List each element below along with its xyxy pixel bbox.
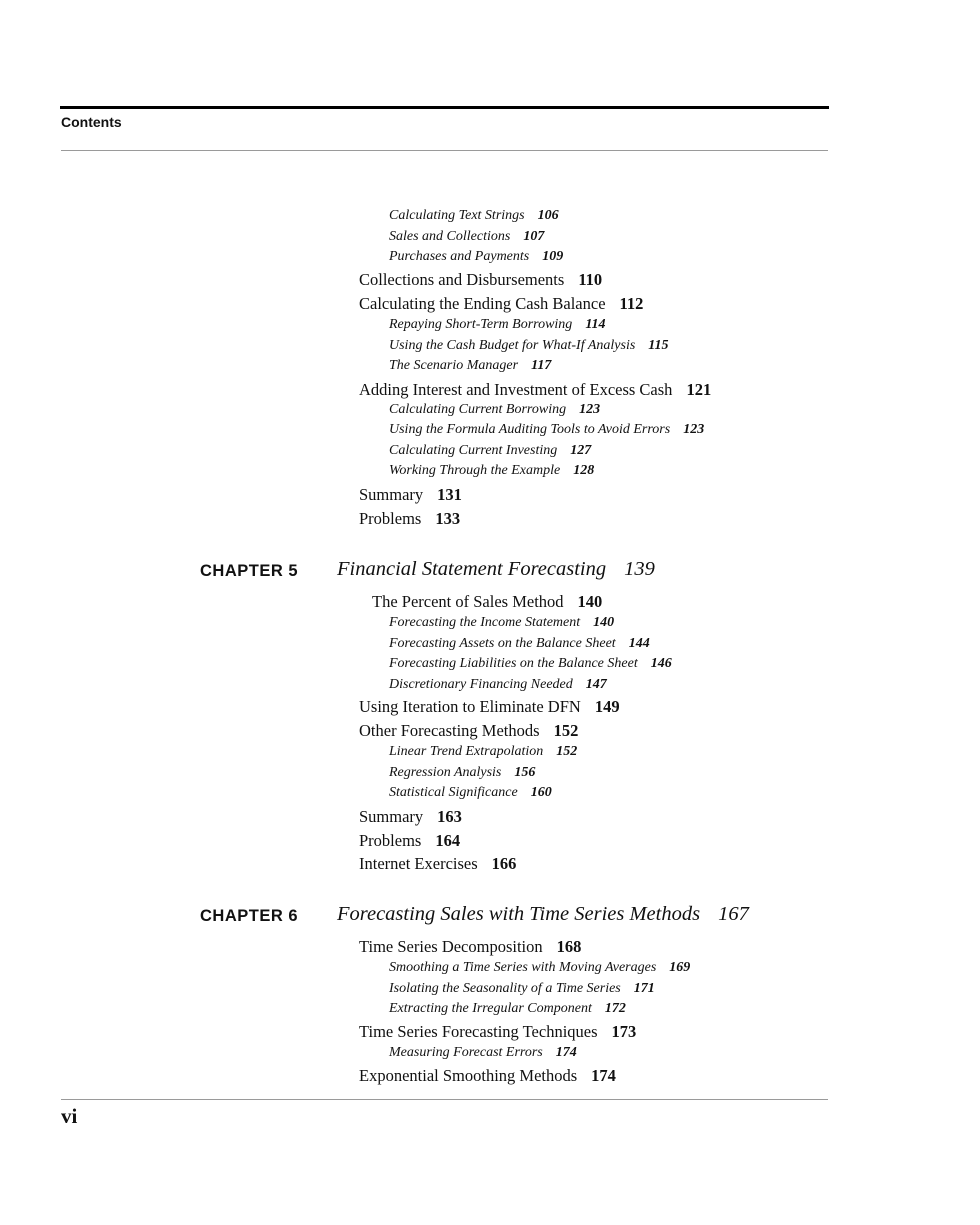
chapter-title-text: Financial Statement Forecasting	[337, 558, 607, 580]
toc-entry	[359, 937, 581, 957]
toc-subentry	[389, 677, 607, 693]
toc-entry	[359, 380, 711, 400]
entry-title: Sales and Collections	[389, 229, 511, 244]
entry-title: The Percent of Sales Method	[372, 592, 564, 611]
entry-title: Isolating the Seasonality of a Time Series	[389, 981, 621, 996]
entry-page: 123	[579, 402, 601, 417]
entry-title: Problems	[359, 831, 422, 850]
entry-page: 169	[669, 960, 691, 975]
entry-title: Summary	[359, 485, 424, 504]
entry-page: 149	[594, 697, 620, 716]
toc-subentry	[389, 1045, 577, 1061]
entry-title: Discretionary Financing Needed	[389, 677, 573, 692]
chapter-title	[337, 903, 749, 926]
toc-entry	[359, 807, 462, 827]
entry-page: 106	[537, 208, 559, 223]
toc-subentry	[389, 358, 551, 374]
page-number: vi	[61, 1104, 78, 1128]
toc-entry	[359, 721, 578, 741]
entry-page: 171	[633, 981, 655, 996]
toc-entry	[359, 294, 643, 314]
toc-subentry	[389, 208, 559, 224]
entry-title: Collections and Disbursements	[359, 270, 565, 289]
toc-subentry	[389, 960, 690, 976]
entry-page: 114	[585, 317, 606, 332]
entry-page: 140	[593, 615, 615, 630]
entry-title: Measuring Forecast Errors	[389, 1045, 543, 1060]
toc-entry	[359, 697, 620, 717]
entry-page: 166	[491, 854, 517, 873]
entry-title: Calculating Current Investing	[389, 443, 558, 458]
toc-entry	[359, 1022, 636, 1042]
entry-page: 112	[619, 294, 644, 313]
top-rule	[60, 106, 829, 109]
toc-subentry	[389, 229, 544, 245]
toc-subentry	[389, 249, 563, 265]
entry-title: Time Series Decomposition	[359, 937, 543, 956]
toc-entry	[359, 270, 602, 290]
entry-title: Using the Formula Auditing Tools to Avoid Errors	[389, 422, 671, 437]
toc-subentry	[389, 636, 650, 652]
entry-title: Regression Analysis	[389, 765, 502, 780]
toc-subentry	[389, 338, 669, 354]
entry-title: Forecasting Assets on the Balance Sheet	[389, 636, 616, 651]
toc-subentry	[389, 422, 704, 438]
entry-page: 131	[437, 485, 462, 504]
toc-entry	[359, 1066, 616, 1086]
toc-subentry	[389, 981, 655, 997]
toc-entry	[372, 592, 602, 612]
entry-page: 147	[585, 677, 607, 692]
toc-entry	[359, 485, 462, 505]
entry-title: Forecasting Liabilities on the Balance Sheet	[389, 656, 638, 671]
entry-title: Statistical Significance	[389, 785, 518, 800]
header-divider	[61, 150, 828, 151]
entry-title: Using the Cash Budget for What-If Analysis	[389, 338, 636, 353]
entry-title: Adding Interest and Investment of Excess Cash	[359, 380, 673, 399]
entry-title: Repaying Short-Term Borrowing	[389, 317, 573, 332]
toc-subentry	[389, 765, 535, 781]
entry-page: 172	[604, 1001, 626, 1016]
entry-title: The Scenario Manager	[389, 358, 519, 373]
chapter-title-text: Forecasting Sales with Time Series Methods	[337, 903, 701, 925]
chapter-label: CHAPTER 5	[200, 562, 299, 580]
entry-page: 127	[570, 443, 592, 458]
entry-page: 174	[555, 1045, 577, 1060]
footer-divider	[61, 1099, 828, 1100]
entry-title: Forecasting the Income Statement	[389, 615, 581, 630]
entry-page: 164	[435, 831, 461, 850]
toc-subentry	[389, 656, 672, 672]
chapter-page: 167	[718, 903, 749, 925]
chapter-page: 139	[624, 558, 655, 580]
entry-page: 133	[435, 509, 461, 528]
entry-title: Summary	[359, 807, 424, 826]
entry-page: 168	[556, 937, 582, 956]
entry-title: Other Forecasting Methods	[359, 721, 540, 740]
entry-title: Calculating Current Borrowing	[389, 402, 567, 417]
entry-title: Working Through the Example	[389, 463, 561, 478]
toc-subentry	[389, 317, 606, 333]
toc-entry	[359, 509, 460, 529]
running-head: Contents	[61, 114, 122, 130]
entry-page: 109	[542, 249, 564, 264]
chapter-title	[337, 558, 655, 581]
entry-page: 121	[686, 380, 712, 399]
toc-entry	[359, 831, 460, 851]
entry-page: 110	[578, 270, 603, 289]
entry-title: Calculating the Ending Cash Balance	[359, 294, 606, 313]
entry-title: Extracting the Irregular Component	[389, 1001, 592, 1016]
entry-page: 173	[611, 1022, 637, 1041]
entry-title: Linear Trend Extrapolation	[389, 744, 544, 759]
toc-subentry	[389, 785, 552, 801]
entry-page: 160	[530, 785, 552, 800]
entry-page: 117	[531, 358, 552, 373]
entry-page: 156	[514, 765, 536, 780]
toc-subentry	[389, 744, 577, 760]
toc-subentry	[389, 615, 614, 631]
entry-title: Purchases and Payments	[389, 249, 530, 264]
entry-page: 128	[573, 463, 595, 478]
entry-title: Calculating Text Strings	[389, 208, 525, 223]
entry-page: 163	[437, 807, 462, 826]
chapter-label: CHAPTER 6	[200, 907, 299, 925]
toc-subentry	[389, 1001, 626, 1017]
entry-title: Using Iteration to Eliminate DFN	[359, 697, 581, 716]
entry-page: 152	[556, 744, 578, 759]
entry-page: 144	[628, 636, 650, 651]
toc-entry	[359, 854, 516, 874]
toc-subentry	[389, 463, 594, 479]
entry-page: 140	[577, 592, 603, 611]
entry-title: Internet Exercises	[359, 854, 478, 873]
entry-page: 146	[650, 656, 672, 671]
toc-subentry	[389, 402, 600, 418]
entry-title: Time Series Forecasting Techniques	[359, 1022, 598, 1041]
entry-title: Exponential Smoothing Methods	[359, 1066, 578, 1085]
toc-subentry	[389, 443, 591, 459]
entry-page: 107	[523, 229, 545, 244]
entry-page: 115	[648, 338, 669, 353]
entry-page: 123	[683, 422, 705, 437]
entry-page: 174	[591, 1066, 616, 1085]
entry-title: Problems	[359, 509, 422, 528]
entry-page: 152	[553, 721, 579, 740]
entry-title: Smoothing a Time Series with Moving Averages	[389, 960, 657, 975]
